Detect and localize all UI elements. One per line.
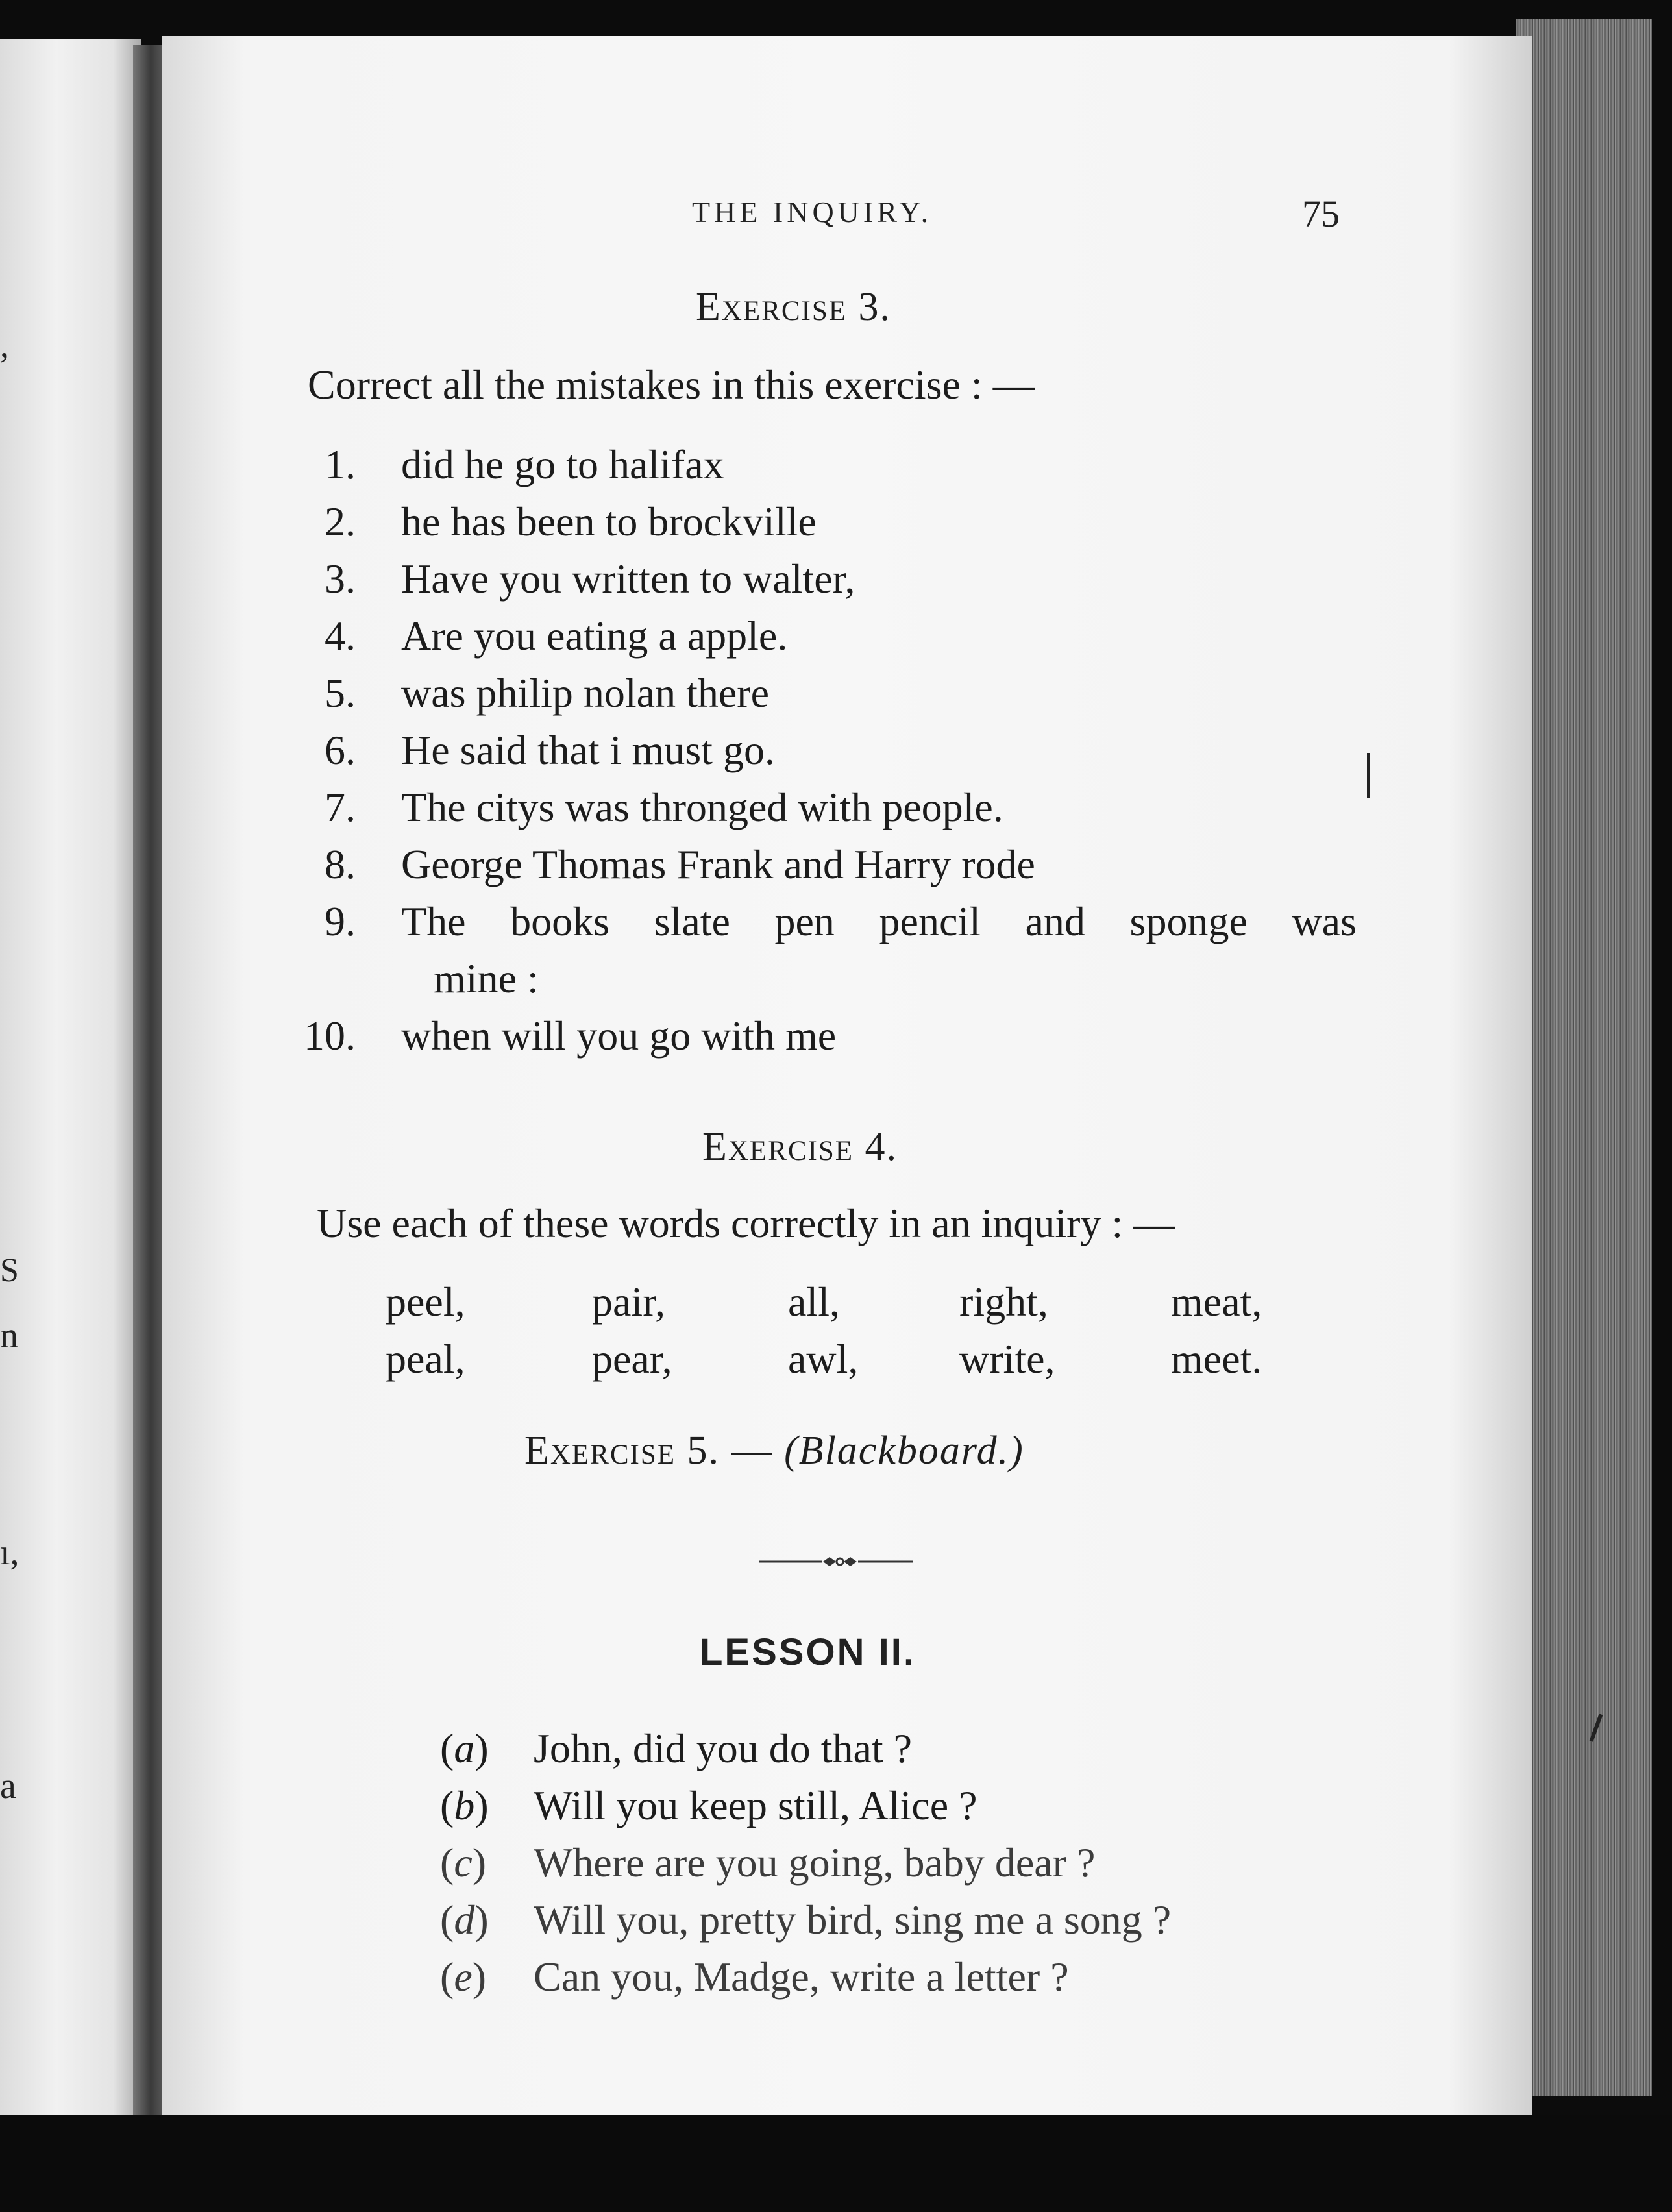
item-word: was xyxy=(1292,898,1357,944)
list-item xyxy=(305,493,1357,550)
word-cell: write, xyxy=(959,1336,1055,1382)
item-letter: e xyxy=(454,1954,473,2000)
facing-page-fragment: a xyxy=(0,1766,16,1806)
facing-page-fragment: , xyxy=(0,325,9,365)
item-label: (a) xyxy=(440,1725,489,1771)
exercise-3-heading xyxy=(696,284,891,330)
item-number: 4. xyxy=(325,613,356,659)
item-text: was philip nolan there xyxy=(401,670,769,716)
facing-page-edge xyxy=(0,39,141,2148)
exercise-4-heading xyxy=(702,1124,898,1170)
item-number: 9. xyxy=(325,898,356,944)
list-item xyxy=(305,550,1357,608)
item-number: 7. xyxy=(325,784,356,830)
item-word: pen xyxy=(774,898,835,944)
item-number: 8. xyxy=(325,841,356,887)
item-word: The xyxy=(401,898,466,944)
item-text: He said that i must go. xyxy=(401,727,775,773)
item-word: books xyxy=(510,898,610,944)
word-cell: meet. xyxy=(1171,1336,1262,1382)
word-cell: peal, xyxy=(386,1336,465,1382)
item-text: John, did you do that ? xyxy=(534,1725,913,1771)
item-text: Will you keep still, Alice ? xyxy=(534,1782,977,1828)
lesson-title: LESSON II. xyxy=(700,1631,916,1673)
item-number: 1. xyxy=(325,441,356,487)
word-cell: right, xyxy=(959,1279,1048,1325)
item-text: Where are you going, baby dear ? xyxy=(534,1839,1096,1886)
item-letter: c xyxy=(454,1839,473,1886)
item-text: Will you, pretty bird, sing me a song ? xyxy=(534,1897,1172,1943)
exercise-4-heading-text: Exercise 4. xyxy=(702,1125,898,1169)
item-label: (d) xyxy=(440,1897,489,1943)
item-word: sponge xyxy=(1129,898,1248,944)
item-number: 10. xyxy=(304,1013,356,1059)
item-text: George Thomas Frank and Harry rode xyxy=(401,841,1035,887)
scan-mark xyxy=(1367,753,1370,798)
word-cell: peel, xyxy=(386,1279,465,1325)
item-text: Are you eating a apple. xyxy=(401,613,788,659)
item-text: The citys was thronged with people. xyxy=(401,784,1003,830)
exercise-3-instruction: Correct all the mistakes in this exercise : — xyxy=(308,362,1035,408)
item-number: 5. xyxy=(325,670,356,716)
item-text: he has been to brockville xyxy=(401,498,817,545)
item-text: when will you go with me xyxy=(401,1013,837,1059)
exercise-5-heading xyxy=(524,1428,1024,1474)
item-text: mine : xyxy=(434,955,539,1002)
word-cell: all, xyxy=(788,1279,840,1325)
item-number: 6. xyxy=(325,727,356,773)
item-letter: a xyxy=(454,1725,475,1771)
list-item xyxy=(305,665,1357,722)
list-item xyxy=(305,893,1357,950)
item-word: pencil xyxy=(879,898,981,944)
exercise-3-list xyxy=(305,436,1357,1064)
item-letter: b xyxy=(454,1782,475,1828)
facing-page-fragment: n xyxy=(0,1316,18,1356)
word-cell: pair, xyxy=(592,1279,665,1325)
item-text: did he go to halifax xyxy=(401,441,724,487)
item-label: (b) xyxy=(440,1782,489,1828)
exercise-5-dash: — xyxy=(720,1429,785,1473)
item-word: slate xyxy=(654,898,730,944)
exercise-5-heading-text: Exercise 5. xyxy=(524,1429,720,1473)
running-head: THE INQUIRY. xyxy=(692,195,933,228)
list-item xyxy=(305,836,1357,893)
list-item xyxy=(305,779,1357,836)
exercise-3-heading-text: Exercise 3. xyxy=(696,285,892,329)
word-cell: pear, xyxy=(592,1336,672,1382)
item-letter: d xyxy=(454,1897,475,1943)
ornament-divider xyxy=(759,1554,913,1569)
item-label: (c) xyxy=(440,1839,487,1886)
list-item xyxy=(305,722,1357,779)
item-label: (e) xyxy=(440,1954,487,2000)
list-item-continuation xyxy=(305,950,1357,1007)
list-item xyxy=(305,436,1357,493)
item-number: 2. xyxy=(325,498,356,545)
item-number: 3. xyxy=(325,556,356,602)
page-edges xyxy=(1516,19,1652,2096)
list-item xyxy=(305,608,1357,665)
scan-border xyxy=(0,2115,1672,2212)
page-number: 75 xyxy=(1302,193,1340,235)
word-cell: awl, xyxy=(788,1336,859,1382)
exercise-4-instruction: Use each of these words correctly in an inquiry : — xyxy=(317,1200,1175,1246)
item-text: Can you, Madge, write a letter ? xyxy=(534,1954,1069,2000)
word-cell: meat, xyxy=(1171,1279,1262,1325)
item-word: and xyxy=(1025,898,1085,944)
list-item xyxy=(305,1007,1357,1064)
facing-page-fragment: ı, xyxy=(0,1532,19,1573)
facing-page-fragment: S xyxy=(0,1252,19,1289)
item-text-justified xyxy=(401,893,1357,950)
exercise-5-note: (Blackboard.) xyxy=(784,1429,1024,1473)
item-text: Have you written to walter, xyxy=(401,556,855,602)
